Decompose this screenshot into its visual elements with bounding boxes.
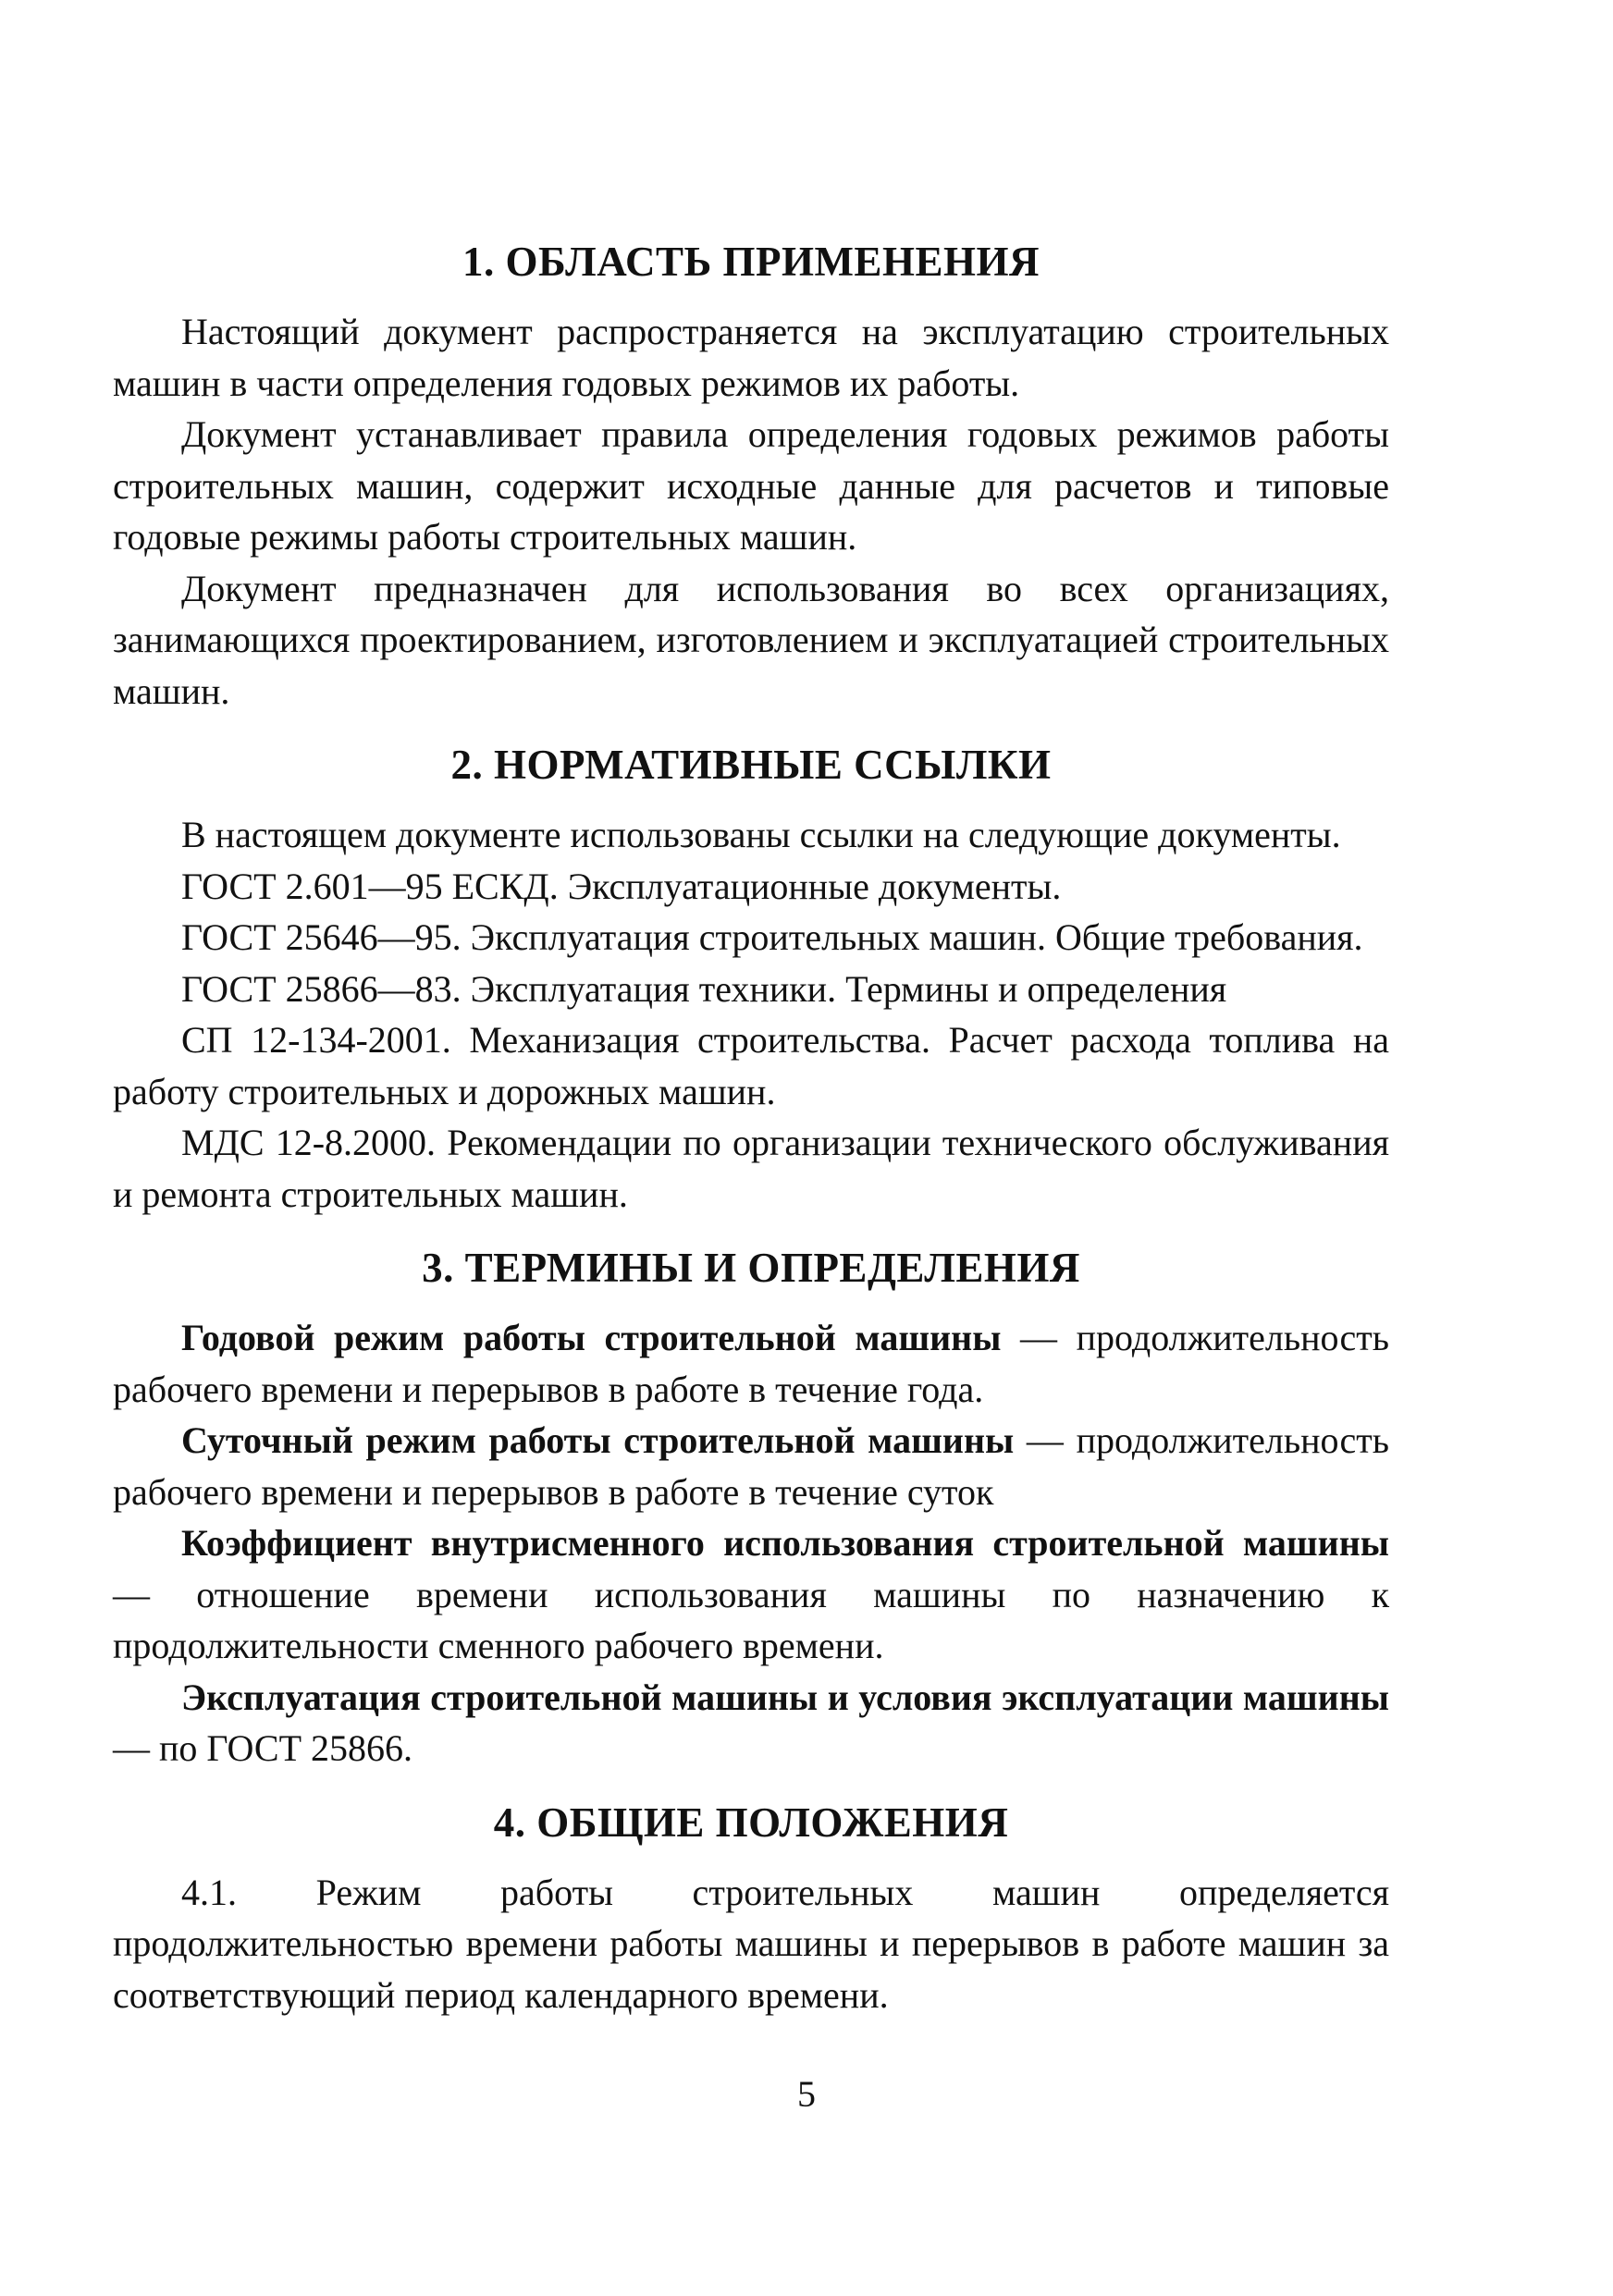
paragraph: 4.1. Режим работы строительных машин определяется продолжительностью времени работы машины и перерывов в работе машин за соответствующий период календарного времени. (113, 1871, 1389, 2016)
definition-term: Годовой режим работы строительной машины (181, 1317, 1002, 1358)
definition-term: Суточный режим работы строительной машины (181, 1419, 1015, 1461)
definition-text: — по ГОСТ 25866. (113, 1727, 413, 1769)
section-title: 2. НОРМАТИВНЫЕ ССЫЛКИ (450, 742, 1052, 788)
section-general-provisions (113, 1797, 1389, 2021)
definition (113, 1517, 1389, 1672)
section-title: 4. ОБЩИЕ ПОЛОЖЕНИЯ (493, 1799, 1009, 1846)
reference-item: ГОСТ 25866—83. Эксплуатация техники. Термины и определения (181, 967, 1227, 1010)
reference-item: СП 12-134-2001. Механизация строительства. Расчет расхода топлива на работу строительных и дорожных машин. (113, 1019, 1389, 1112)
paragraph: В настоящем документе использованы ссылки на следующие документы. (181, 814, 1341, 855)
page-number: 5 (797, 2073, 816, 2115)
definition-text: — отношение времени использования машины по назначению к продолжительности сменного рабочего времени. (113, 1573, 1389, 1666)
definition-term: Коэффициент внутрисменного использования строительной машины (181, 1522, 1389, 1564)
definition-text: — продолжительность рабочего времени и перерывов в работе в течение года. (113, 1317, 1389, 1410)
section-title: 3. ТЕРМИНЫ И ОПРЕДЕЛЕНИЯ (422, 1245, 1080, 1291)
section-title: 1. ОБЛАСТЬ ПРИМЕНЕНИЯ (462, 239, 1040, 285)
paragraph: Документ устанавливает правила определения годовых режимов работы строительных машин, содержит исходные данные для расчетов и типовые годовые режимы работы строительных машин. (113, 413, 1389, 558)
definition-text: — продолжительность рабочего времени и перерывов в работе в течение суток (113, 1419, 1389, 1513)
definition (113, 1672, 1389, 1774)
reference-item: МДС 12-8.2000. Рекомендации по организации технического обслуживания и ремонта строительных машин. (113, 1122, 1389, 1215)
definition-term: Эксплуатация строительной машины и условия эксплуатации машины (181, 1676, 1389, 1718)
section-terms-definitions (113, 1242, 1389, 1774)
document-page (113, 236, 1389, 2043)
section-scope (113, 236, 1389, 717)
definition (113, 1312, 1389, 1415)
reference-item: ГОСТ 25646—95. Эксплуатация строительных машин. Общие требования. (181, 916, 1363, 958)
definition (113, 1415, 1389, 1517)
paragraph: Настоящий документ распространяется на эксплуатацию строительных машин в части определения годовых режимов их работы. (113, 311, 1389, 404)
paragraph: Документ предназначен для использования во всех организациях, занимающихся проектированием, изготовлением и эксплуатацией строительных машин. (113, 567, 1389, 712)
reference-item: ГОСТ 2.601—95 ЕСКД. Эксплуатационные документы. (181, 865, 1062, 907)
section-normative-references (113, 739, 1389, 1220)
